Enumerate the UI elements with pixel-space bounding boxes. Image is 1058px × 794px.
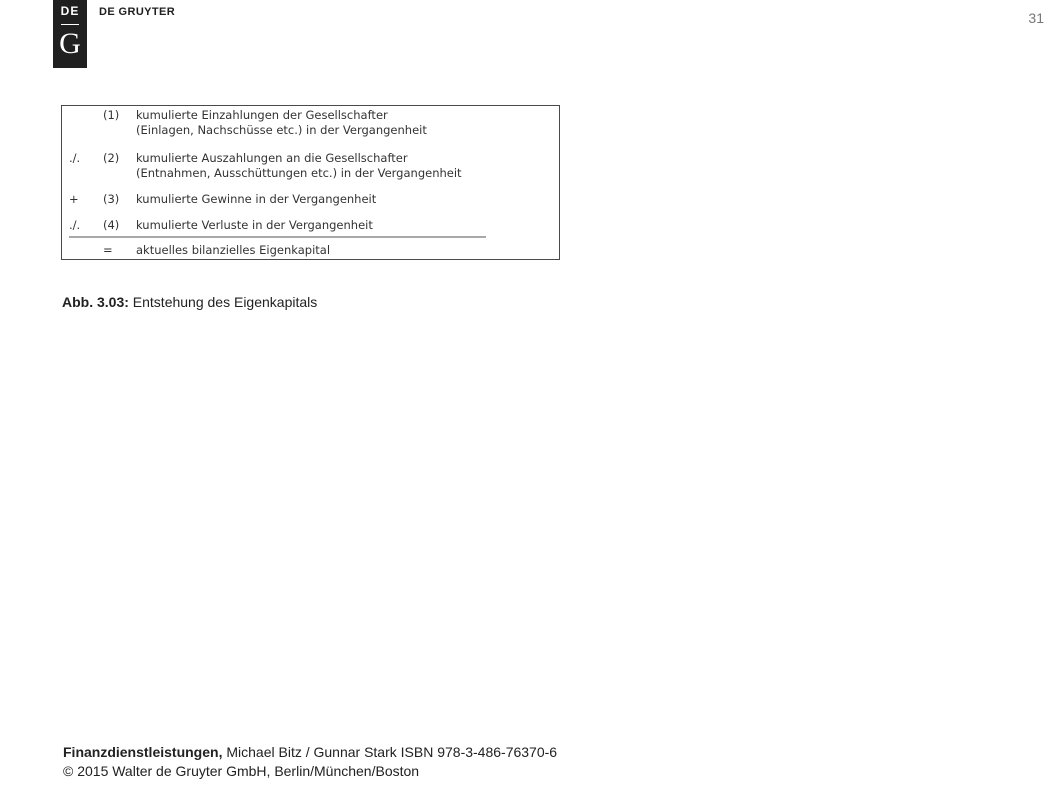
row-line: kumulierte Gewinne in der Vergangenheit <box>136 192 377 206</box>
citation-footer <box>63 743 557 781</box>
row-text <box>136 243 556 258</box>
logo-top-text: DE <box>60 4 80 18</box>
publisher-logo <box>53 0 87 68</box>
row-line: aktuelles bilanzielles Eigenkapital <box>136 243 331 257</box>
row-operator: ./. <box>69 218 81 232</box>
logo-divider <box>61 24 79 25</box>
row-operator: + <box>69 192 79 206</box>
row-line: kumulierte Einzahlungen der Gesellschafter <box>136 108 388 122</box>
row-text <box>136 192 556 207</box>
row-number: (1) <box>103 108 120 122</box>
row-line: (Einlagen, Nachschüsse etc.) in der Vergangenheit <box>136 123 427 137</box>
row-operator: ./. <box>69 151 81 165</box>
figure-caption <box>62 294 317 310</box>
caption-label: Abb. 3.03: <box>62 294 129 310</box>
citation-line <box>63 743 557 762</box>
row-text <box>136 108 556 138</box>
page-number: 31 <box>1028 10 1044 26</box>
row-number: (3) <box>103 192 120 206</box>
row-number: (2) <box>103 151 120 165</box>
row-text <box>136 218 556 233</box>
row-line: kumulierte Auszahlungen an die Gesellschafter <box>136 151 408 165</box>
row-number: = <box>103 243 113 257</box>
sum-rule <box>69 236 486 238</box>
book-citation: Michael Bitz / Gunnar Stark ISBN 978-3-486-76370-6 <box>226 744 558 760</box>
logo-bottom-letter: G <box>59 27 81 60</box>
row-number: (4) <box>103 218 120 232</box>
row-line: (Entnahmen, Ausschüttungen etc.) in der Vergangenheit <box>136 166 462 180</box>
row-text <box>136 151 556 181</box>
caption-text: Entstehung des Eigenkapitals <box>132 294 318 310</box>
row-line: kumulierte Verluste in der Vergangenheit <box>136 218 373 232</box>
copyright-line: © 2015 Walter de Gruyter GmbH, Berlin/München/Boston <box>63 763 420 779</box>
equity-formation-figure <box>61 105 560 260</box>
publisher-name: DE GRUYTER <box>99 6 176 18</box>
book-title: Finanzdienstleistungen, <box>63 744 223 760</box>
